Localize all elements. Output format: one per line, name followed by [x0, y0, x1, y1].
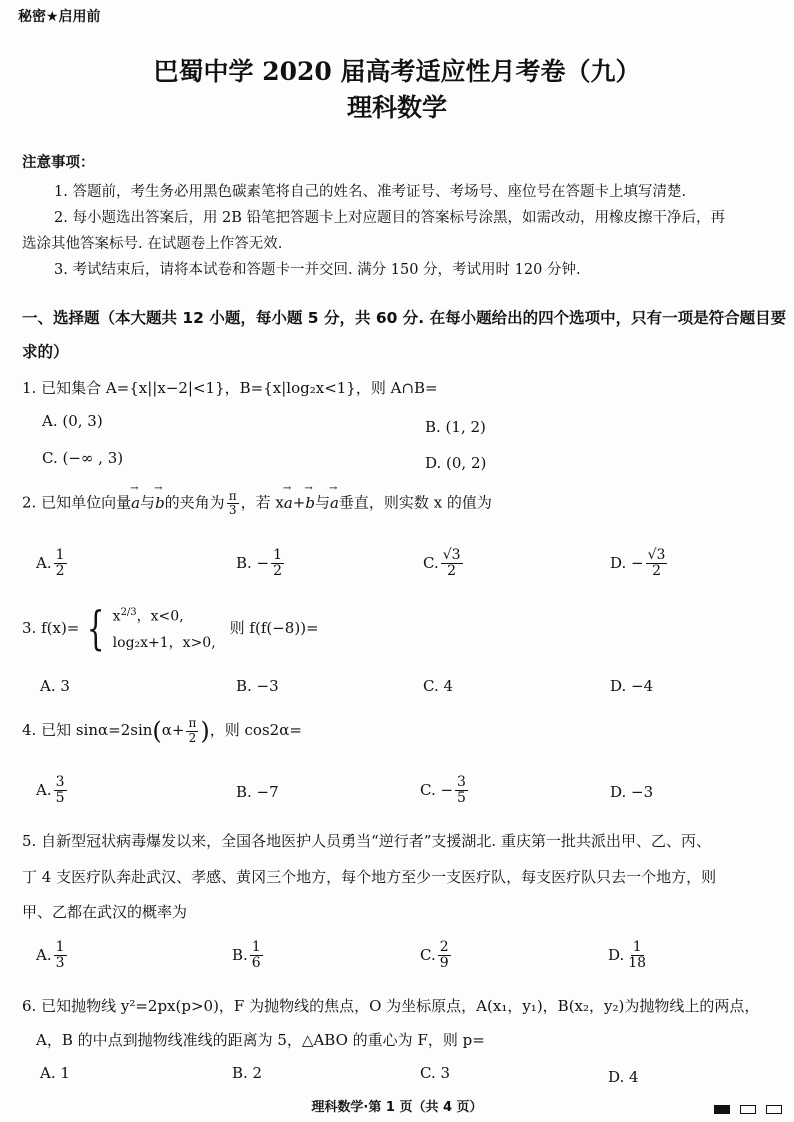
question-6-line-2: A，B 的中点到抛物线准线的距离为 5，△ABO 的重心为 F，则 p=: [36, 1031, 485, 1049]
exam-subject: 理科数学: [346, 93, 447, 122]
page-mark: [740, 1105, 756, 1114]
exam-title: 巴蜀中学 2020 届高考适应性月考卷（九）: [153, 57, 641, 86]
question-3-option-b: B. −3: [236, 677, 279, 695]
question-1-stem: 1. 已知集合 A={x||x−2|<1}，B={x|log₂x<1}，则 A∩B=: [22, 379, 438, 397]
question-5-line-1: 5. 自新型冠状病毒爆发以来，全国各地医护人员勇当“逆行者”支援湖北. 重庆第一批共派出甲、乙、丙、: [22, 832, 711, 850]
question-3-option-d: D. −4: [610, 677, 654, 695]
question-2-option-b: B. − $\frac{1}{2}$: [236, 547, 283, 580]
question-4-stem: 4. 已知 sinα=2sin(α+ $\frac{\pi}{2}$ )，则 cos2α=: [22, 716, 302, 745]
question-4-option-c: C. − $\frac{3}{5}$: [420, 774, 466, 807]
case-2: log₂x+1，x>0,: [112, 634, 216, 651]
question-5-option-c: C. $\frac{2}{9}$: [420, 939, 449, 972]
brace-symbol: {: [87, 600, 105, 655]
page-mark-current: [714, 1105, 730, 1114]
question-2-option-d: D. − $\frac{√3}{2}$: [610, 547, 666, 580]
page-mark: [766, 1105, 782, 1114]
question-1-option-c: C. (−∞ , 3): [42, 449, 124, 467]
question-2-option-a: A. $\frac{1}{2}$: [36, 547, 65, 580]
question-4-option-b: B. −7: [236, 783, 279, 801]
page-footer: 理科数学·第 1 页（共 4 页）: [311, 1100, 483, 1115]
question-1-option-b: B. (1, 2): [425, 418, 486, 436]
question-4-option-a: A. $\frac{3}{5}$: [36, 774, 65, 807]
question-2-stem: 2. 已知单位向量→ a与→ b的夹角为 $\frac{\pi}{3}$ ，若 x→ a+→ b与→ a垂直，则实数 x 的值为: [22, 490, 492, 517]
question-6-option-d: D. 4: [608, 1068, 639, 1086]
question-3-option-a: A. 3: [40, 677, 70, 695]
question-2-option-c: C. $\frac{√3}{2}$: [423, 547, 461, 580]
notes-heading: 注意事项：: [22, 155, 95, 171]
piecewise-cases: [113, 600, 216, 656]
question-4-option-d: D. −3: [610, 783, 654, 801]
section-heading-line-2: 求的）: [22, 343, 69, 361]
note-3: 3. 考试结束后，请将本试卷和答题卡一并交回. 满分 150 分，考试用时 120 分钟.: [54, 262, 581, 278]
page-marks: [714, 1105, 782, 1114]
question-6-line-1: 6. 已知抛物线 y²=2px(p>0)，F 为抛物线的焦点，O 为坐标原点，A(x₁，y₁)，B(x₂，y₂)为抛物线上的两点，: [22, 997, 760, 1015]
note-2-line-1: 2. 每小题选出答案后，用 2B 铅笔把答题卡上对应题目的答案标号涂黑，如需改动，用橡皮擦干净后，再: [54, 210, 726, 226]
question-3-stem: 3. f(x)= { $x^{2/3}$，x<0, log₂x+1，x>0, 则 f(f(−8))=: [22, 600, 319, 655]
case-1: $x^{2/3}$，x<0,: [112, 607, 184, 625]
confidential-mark: 秘密★启用前: [18, 9, 101, 25]
note-1: 1. 答题前，考生务必用黑色碳素笔将自己的姓名、准考证号、考场号、座位号在答题卡上填写清楚.: [54, 184, 687, 200]
note-2-line-2: 选涂其他答案标号. 在试题卷上作答无效.: [22, 236, 283, 252]
question-6-option-c: C. 3: [420, 1064, 451, 1082]
question-1-option-a: A. (0, 3): [42, 412, 103, 430]
question-6-option-a: A. 1: [40, 1064, 70, 1082]
question-6-option-b: B. 2: [232, 1064, 263, 1082]
question-5-line-3: 甲、乙都在武汉的概率为: [22, 903, 188, 921]
vector-b: → b: [155, 494, 165, 512]
question-5-line-2: 丁 4 支医疗队奔赴武汉、孝感、黄冈三个地方，每个地方至少一支医疗队，每支医疗队只去一个地方，则: [22, 868, 717, 886]
question-5-option-a: A. $\frac{1}{3}$: [36, 939, 65, 972]
angle-fraction: $\frac{\pi}{3}$: [228, 489, 237, 518]
question-5-option-b: B. $\frac{1}{6}$: [232, 939, 261, 972]
question-1-option-d: D. (0, 2): [425, 454, 487, 472]
section-heading-line-1: 一、选择题（本大题共 12 小题，每小题 5 分，共 60 分. 在每小题给出的四个选项中，只有一项是符合题目要: [22, 309, 787, 327]
vector-a: → a: [131, 494, 140, 512]
question-5-option-d: D. $\frac{1}{18}$: [608, 939, 647, 972]
question-3-option-c: C. 4: [423, 677, 454, 695]
